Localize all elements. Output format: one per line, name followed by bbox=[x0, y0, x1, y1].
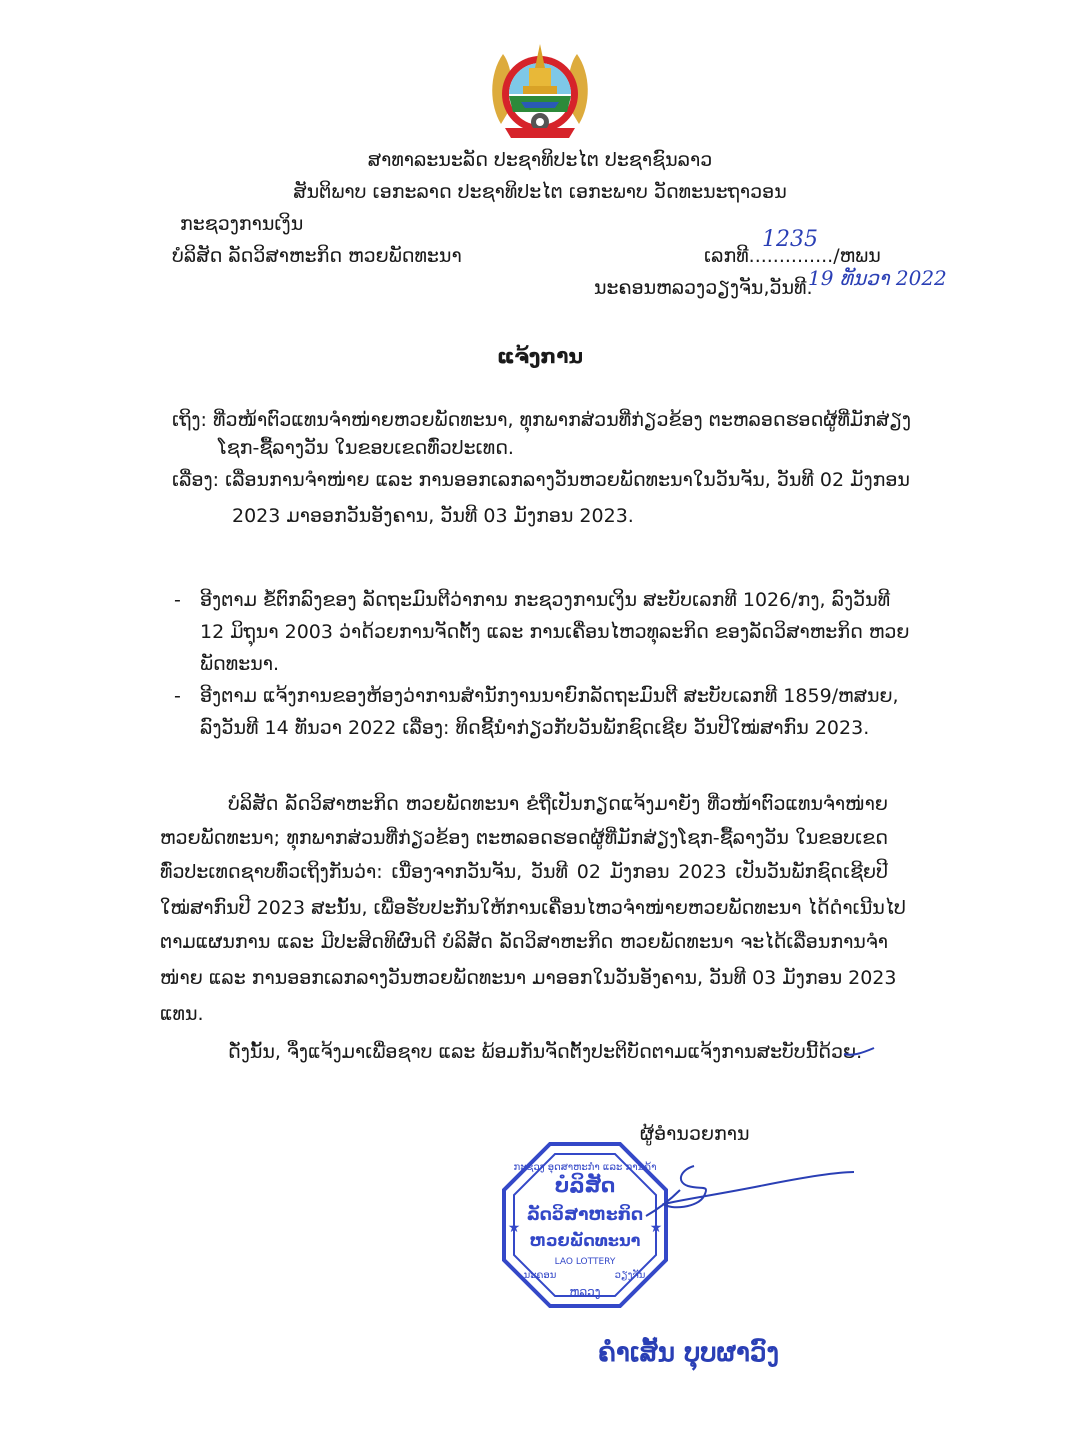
stamp-bottom-right: ວຽງຈັນ bbox=[614, 1270, 646, 1281]
signatory-role: ຜູ້ອຳນວຍການ bbox=[640, 1123, 750, 1145]
notice-title: ແຈ້ງການ bbox=[496, 344, 584, 368]
stamp-line-4: LAO LOTTERY bbox=[554, 1257, 616, 1267]
stamp-top-arc: ກະຊວງ ອຸດສາຫະກຳ ແລະ ການຄ້າ bbox=[513, 1162, 657, 1173]
svg-text:★: ★ bbox=[507, 1220, 521, 1236]
to-line-1: ເຖິງ: ທີ່ວໜ້າຕົວແທນຈຳໜ່າຍຫວຍພັດທະນາ, ທຸກພາກສ່ວນທີ່ກ່ຽວຂ້ອງ ຕະຫລອດຮອດຜູ້ທີ່ມັກສ່ຽງ bbox=[172, 409, 912, 431]
stamp-bottom-center: ຫລວງ bbox=[569, 1285, 601, 1299]
stamp-line-3: ຫວຍພັດທະນາ bbox=[529, 1231, 641, 1250]
body-line-4: ໃໝ່ສາກົນປີ 2023 ສະນັ້ນ, ເພື່ອຮັບປະກັນໃຫ້ການເຄື່ອນໄຫວຈຳໜ່າຍຫວຍພັດທະນາ ໄດ້ດຳເນີນໄປ bbox=[160, 897, 906, 919]
reference-1-line-1: ອີງຕາມ ຂໍ້ຕົກລົງຂອງ ລັດຖະມົນຕີວ່າການ ກະຊວງການເງິນ ສະບັບເລກທີ 1026/ກງ, ລົງວັນທີ bbox=[200, 589, 891, 611]
reference-2-line-2: ລົງວັນທີ 14 ທັນວາ 2022 ເລື່ອງ: ທິດຊີ້ນຳກ່ຽວກັບວັນພັກຊົດເຊີຍ ວັນປີໃໝ່ສາກົນ 2023. bbox=[200, 717, 870, 739]
to-line-2: ໂຊກ-ຊື້ລາງວັນ ໃນຂອບເຂດທົ່ວປະເທດ. bbox=[218, 437, 514, 459]
country-name: ສາທາລະນະລັດ ປະຊາທິປະໄຕ ປະຊາຊົນລາວ bbox=[367, 149, 713, 171]
closing-line: ດັ່ງນັ້ນ, ຈຶ່ງແຈ້ງມາເພື່ອຊາບ ແລະ ພ້ອມກັນຈັດຕັ້ງປະຕິບັດຕາມແຈ້ງການສະບັບນີ້ດ້ວຍ. bbox=[228, 1041, 863, 1063]
stamp-bottom-left: ນະຄອນ bbox=[523, 1270, 557, 1281]
body-line-7: ແທນ. bbox=[160, 1003, 204, 1025]
body-line-3: ທົ່ວປະເທດຊາບທົ່ວເຖິງກັນວ່າ: ເນື່ອງຈາກວັນຈັນ, ວັນທີ 02 ມັງກອນ 2023 ເປັນວັນພັກຊົດເຊີຍປີ bbox=[160, 861, 888, 883]
closing-tick-icon bbox=[842, 1044, 876, 1060]
body-line-1: ບໍລິສັດ ລັດວິສາຫະກິດ ຫວຍພັດທະນາ ຂໍຖືເປັນກຽດແຈ້ງມາຍັງ ທີ່ວໜ້າຕົວແທນຈຳໜ່າຍ bbox=[228, 793, 888, 815]
national-emblem bbox=[483, 34, 597, 142]
body-line-6: ໜ່າຍ ແລະ ການອອກເລກລາງວັນຫວຍພັດທະນາ ມາອອກໃນວັນອັງຄານ, ວັນທີ 03 ມັງກອນ 2023 bbox=[160, 967, 897, 989]
signature-scribble bbox=[640, 1160, 860, 1240]
document-date-label: ນະຄອນຫລວງວຽງຈັນ,ວັນທີ. bbox=[594, 277, 813, 299]
ministry-name: ກະຊວງການເງິນ bbox=[180, 213, 304, 235]
reference-1-line-3: ພັດທະນາ. bbox=[200, 653, 280, 675]
reference-2-line-1: ອີງຕາມ ແຈ້ງການຂອງຫ້ອງວ່າການສຳນັກງານນາຍົກລັດຖະມົນຕີ ສະບັບເລກທີ 1859/ຫສນຍ, bbox=[200, 685, 899, 707]
emblem-icon bbox=[483, 34, 597, 142]
body-line-2: ຫວຍພັດທະນາ; ທຸກພາກສ່ວນທີ່ກ່ຽວຂ້ອງ ຕະຫລອດຮອດຜູ້ທີ່ມັກສ່ຽງໂຊກ-ຊື້ລາງວັນ ໃນຂອບເຂດ bbox=[160, 827, 888, 849]
subject-line-2: 2023 ມາອອກວັນອັງຄານ, ວັນທີ 03 ມັງກອນ 2023. bbox=[232, 505, 634, 527]
body-line-5: ຕາມແຜນການ ແລະ ມີປະສິດທິຜົນດີ ບໍລິສັດ ລັດວິສາຫະກິດ ຫວຍພັດທະນາ ຈະໄດ້ເລື່ອນການຈຳ bbox=[160, 931, 888, 953]
bullet: - bbox=[174, 685, 181, 707]
document-number: ເລກທີ............../ຫພນ bbox=[704, 245, 881, 267]
document-number-handwritten: 1235 bbox=[762, 227, 818, 252]
national-motto: ສັນຕິພາບ ເອກະລາດ ປະຊາທິປະໄຕ ເອກະພາບ ວັດທະນະຖາວອນ bbox=[293, 181, 787, 203]
stamp-line-2: ລັດວິສາຫະກິດ bbox=[526, 1205, 644, 1225]
signatory-name-handwritten: ຄຳເສັ້ນ ບຸບຜາວົງ bbox=[598, 1338, 779, 1368]
svg-text:★: ★ bbox=[649, 1220, 663, 1236]
stamp-line-1: ບໍລິສັດ bbox=[554, 1173, 616, 1197]
subject-line-1: ເລື່ອງ: ເລື່ອນການຈຳໜ່າຍ ແລະ ການອອກເລກລາງວັນຫວຍພັດທະນາໃນວັນຈັນ, ວັນທີ 02 ມັງກອນ bbox=[172, 469, 910, 491]
document-date-handwritten: 19 ທັນວາ 2022 bbox=[808, 266, 947, 290]
reference-1-line-2: 12 ມິຖຸນາ 2003 ວ່າດ້ວຍການຈັດຕັ້ງ ແລະ ການເຄື່ອນໄຫວທຸລະກິດ ຂອງລັດວິສາຫະກິດ ຫວຍ bbox=[200, 621, 910, 643]
company-name: ບໍລິສັດ ລັດວິສາຫະກິດ ຫວຍພັດທະນາ bbox=[172, 245, 462, 267]
bullet: - bbox=[174, 589, 181, 611]
